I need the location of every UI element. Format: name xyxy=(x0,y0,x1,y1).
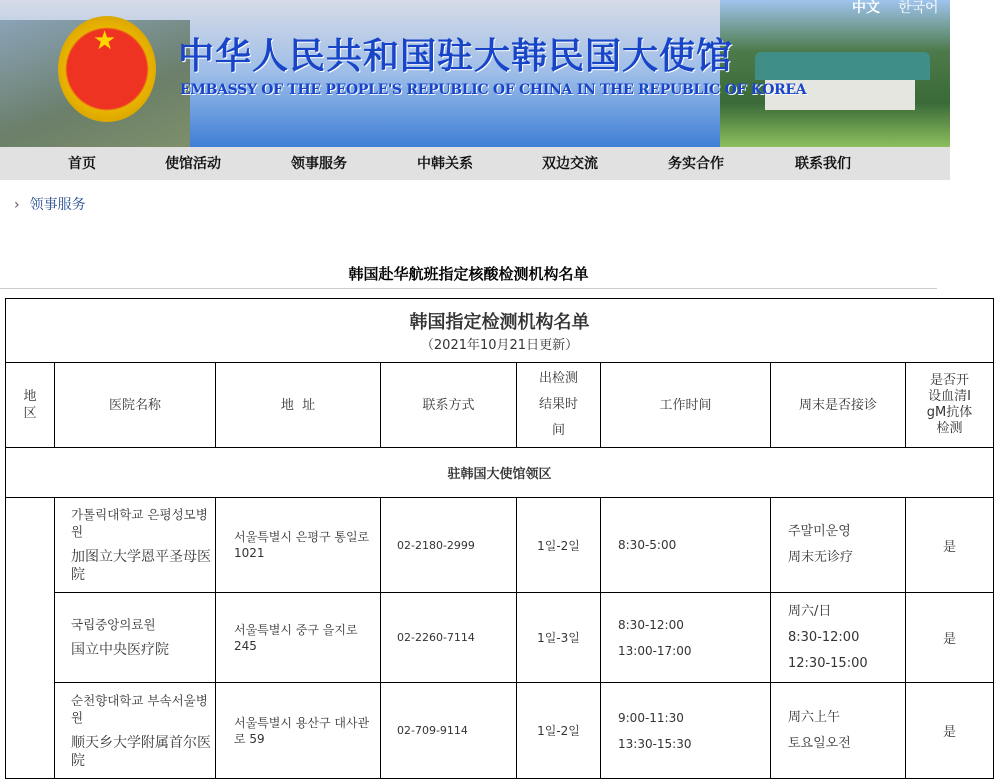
working-hours: 8:30-12:00 13:00-17:00 xyxy=(601,593,771,683)
igm-test: 是 xyxy=(906,498,994,593)
weekend-info: 周六/日 8:30-12:00 12:30-15:00 xyxy=(771,593,906,683)
igm-test: 是 xyxy=(906,683,994,779)
hospital-name: 가톨릭대학교 은평성모병원 加图立大学恩平圣母医院 xyxy=(55,498,216,593)
update-date: （2021年10月21日更新） xyxy=(420,337,579,353)
header-contact: 联系方式 xyxy=(381,363,517,448)
divider xyxy=(0,288,937,289)
result-time: 1일-3일 xyxy=(517,593,601,683)
lang-ko-link[interactable]: 한국어 xyxy=(898,0,939,16)
main-nav xyxy=(0,147,950,180)
section-row: 驻韩国大使馆领区 xyxy=(6,448,994,498)
table-row xyxy=(6,498,994,593)
header-hospital: 医院名称 xyxy=(55,363,216,448)
testing-institutions-table xyxy=(5,298,994,779)
phone: 02-2180-2999 xyxy=(381,498,517,593)
header-region: 地区 xyxy=(6,363,55,448)
national-emblem-icon: ★ xyxy=(58,16,156,122)
site-subtitle: EMBASSY OF THE PEOPLE'S REPUBLIC OF CHINA IN THE REPUBLIC OF KOREA xyxy=(180,82,807,98)
table-row xyxy=(6,593,994,683)
region-cell xyxy=(6,498,55,779)
header-address: 地 址 xyxy=(216,363,381,448)
nav-practical-cooperation[interactable]: 务实合作 xyxy=(668,156,724,172)
igm-test: 是 xyxy=(906,593,994,683)
weekend-info: 주말미운영 周末无诊疗 xyxy=(771,498,906,593)
lang-zh-link[interactable]: 中文 xyxy=(852,0,880,16)
weekend-info: 周六上午 토요일오전 xyxy=(771,683,906,779)
chevron-right-icon: › xyxy=(14,197,20,213)
result-time: 1일-2일 xyxy=(517,498,601,593)
breadcrumb-link[interactable]: 领事服务 xyxy=(29,197,86,213)
address: 서울특별시 중구 을지로 245 xyxy=(216,593,381,683)
page-title: 韩国赴华航班指定核酸检测机构名单 xyxy=(348,265,589,283)
header-banner xyxy=(0,0,950,147)
nav-china-korea-relations[interactable]: 中韩关系 xyxy=(417,156,473,172)
working-hours: 8:30-5:00 xyxy=(601,498,771,593)
table-row xyxy=(6,683,994,779)
breadcrumb xyxy=(14,196,86,214)
nav-bilateral-exchange[interactable]: 双边交流 xyxy=(542,156,598,172)
nav-contact-us[interactable]: 联系我们 xyxy=(795,156,851,172)
hospital-name: 국립중앙의료원 国立中央医疗院 xyxy=(55,593,216,683)
blue-house-image xyxy=(720,0,950,147)
table-title: 韩国指定检测机构名单 xyxy=(409,311,590,333)
hospital-name: 순천향대학교 부속서울병원 顺天乡大学附属首尔医院 xyxy=(55,683,216,779)
phone: 02-2260-7114 xyxy=(381,593,517,683)
result-time: 1일-2일 xyxy=(517,683,601,779)
table-title-cell xyxy=(6,299,994,363)
header-result-time: 出检测结果时间 xyxy=(517,363,601,448)
site-title: 中华人民共和国驻大韩民国大使馆 xyxy=(178,36,734,77)
header-working-hours: 工作时间 xyxy=(601,363,771,448)
address: 서울특별시 은평구 통일로 1021 xyxy=(216,498,381,593)
header-weekend: 周末是否接诊 xyxy=(771,363,906,448)
nav-embassy-activities[interactable]: 使馆活动 xyxy=(165,156,221,172)
header-igm: 是否开设血清IgM抗体检测 xyxy=(906,363,994,448)
nav-home[interactable]: 首页 xyxy=(68,156,96,172)
nav-consular-services[interactable]: 领事服务 xyxy=(291,156,347,172)
working-hours: 9:00-11:30 13:30-15:30 xyxy=(601,683,771,779)
phone: 02-709-9114 xyxy=(381,683,517,779)
address: 서울특별시 용산구 대사관로 59 xyxy=(216,683,381,779)
